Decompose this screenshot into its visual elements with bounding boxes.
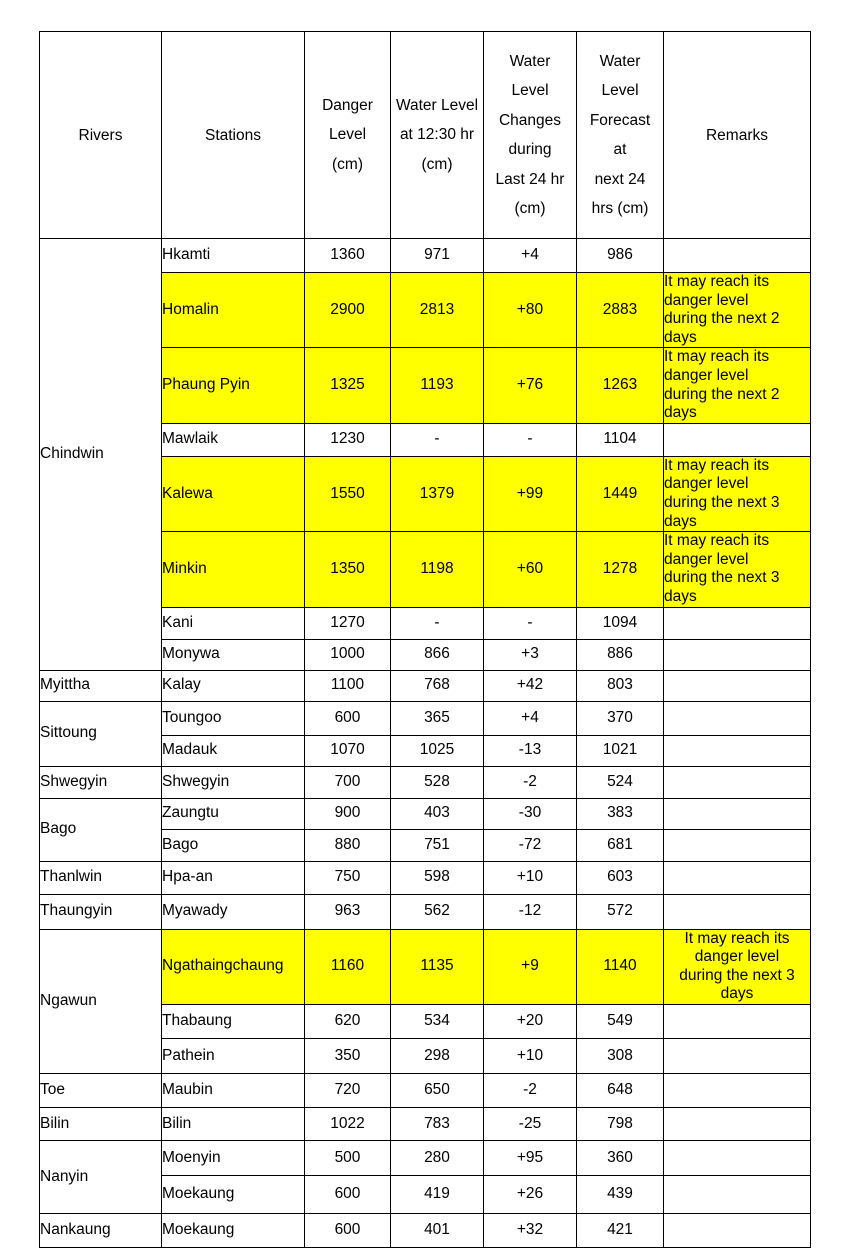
station-cell: Hpa-an	[162, 861, 305, 894]
water-level-cell: 971	[391, 239, 484, 273]
level-change-cell: +80	[484, 273, 577, 348]
station-cell: Moenyin	[162, 1140, 305, 1175]
remark-cell	[664, 735, 811, 766]
header-line: Water	[599, 52, 641, 70]
forecast-cell: 370	[577, 701, 664, 735]
station-cell: Moekaung	[162, 1175, 305, 1213]
header-line: Last 24 hr	[495, 170, 565, 188]
remark-cell	[664, 456, 811, 531]
remark-cell	[664, 829, 811, 861]
header-line: Changes	[498, 111, 562, 129]
river-cell: Thaungyin	[40, 894, 162, 929]
station-cell: Ngathaingchaung	[162, 929, 305, 1004]
danger-level-cell: 700	[305, 766, 391, 798]
table-row	[40, 1213, 811, 1247]
water-level-cell: 403	[391, 798, 484, 829]
table-row	[40, 1107, 811, 1140]
forecast-cell: 439	[577, 1175, 664, 1213]
table-row	[40, 766, 811, 798]
level-change-cell: +32	[484, 1213, 577, 1247]
danger-level-cell: 880	[305, 829, 391, 861]
level-change-cell: +95	[484, 1140, 577, 1175]
danger-level-cell: 1325	[305, 348, 391, 423]
header-line: Water Level	[395, 96, 479, 114]
header-rivers: Rivers	[40, 32, 162, 239]
level-change-cell: +9	[484, 929, 577, 1004]
river-cell: Thanlwin	[40, 861, 162, 894]
river-cell: Toe	[40, 1073, 162, 1107]
river-cell: Ngawun	[40, 929, 162, 1073]
water-level-cell: 401	[391, 1213, 484, 1247]
remark-cell	[664, 239, 811, 273]
river-cell: Shwegyin	[40, 766, 162, 798]
forecast-cell: 681	[577, 829, 664, 861]
level-change-cell: -12	[484, 894, 577, 929]
river-cell: Nanyin	[40, 1140, 162, 1213]
remark-line: during the next 2 days	[664, 385, 780, 422]
forecast-cell: 2883	[577, 273, 664, 348]
station-cell: Mawlaik	[162, 423, 305, 456]
danger-level-cell: 1550	[305, 456, 391, 531]
station-cell: Minkin	[162, 532, 305, 607]
level-change-cell: +60	[484, 532, 577, 607]
river-cell: Nankaung	[40, 1213, 162, 1247]
remark-line: during the next 3 days	[664, 493, 780, 530]
water-level-cell: 2813	[391, 273, 484, 348]
level-change-cell: +76	[484, 348, 577, 423]
level-change-cell: +10	[484, 1038, 577, 1073]
remark-cell	[664, 1107, 811, 1140]
water-level-cell: 1135	[391, 929, 484, 1004]
water-level-cell: 751	[391, 829, 484, 861]
remark-line: during the next 2 days	[664, 310, 780, 346]
remark-cell	[664, 607, 811, 639]
header-line: (cm)	[332, 155, 363, 173]
water-level-cell: 298	[391, 1038, 484, 1073]
level-change-cell: -	[484, 607, 577, 639]
header-line: (cm)	[421, 155, 453, 173]
water-level-cell: -	[391, 423, 484, 456]
level-change-cell: -	[484, 423, 577, 456]
level-change-cell: +99	[484, 456, 577, 531]
danger-level-cell: 600	[305, 1175, 391, 1213]
header-forecast	[577, 32, 664, 239]
danger-level-cell: 1270	[305, 607, 391, 639]
station-cell: Myawady	[162, 894, 305, 929]
danger-level-cell: 500	[305, 1140, 391, 1175]
station-cell: Homalin	[162, 273, 305, 348]
station-cell: Hkamti	[162, 239, 305, 273]
table-row	[40, 894, 811, 929]
water-level-cell: 1193	[391, 348, 484, 423]
remark-cell	[664, 348, 811, 423]
water-level-cell: 866	[391, 639, 484, 670]
water-level-table	[39, 31, 811, 1248]
water-level-cell: 1025	[391, 735, 484, 766]
forecast-cell: 360	[577, 1140, 664, 1175]
danger-level-cell: 1070	[305, 735, 391, 766]
level-change-cell: -72	[484, 829, 577, 861]
station-cell: Pathein	[162, 1038, 305, 1073]
water-level-cell: 650	[391, 1073, 484, 1107]
danger-level-cell: 720	[305, 1073, 391, 1107]
danger-level-cell: 900	[305, 798, 391, 829]
level-change-cell: -2	[484, 766, 577, 798]
remark-cell	[664, 670, 811, 701]
water-level-cell: 768	[391, 670, 484, 701]
river-cell: Bago	[40, 798, 162, 861]
forecast-cell: 986	[577, 239, 664, 273]
remark-line: during the next 3 days	[679, 966, 795, 1003]
table-body	[40, 239, 811, 1248]
station-cell: Madauk	[162, 735, 305, 766]
forecast-cell: 308	[577, 1038, 664, 1073]
station-cell: Bilin	[162, 1107, 305, 1140]
header-line: Level	[328, 126, 367, 144]
forecast-cell: 886	[577, 639, 664, 670]
water-level-cell: 562	[391, 894, 484, 929]
danger-level-cell: 1000	[305, 639, 391, 670]
station-cell: Toungoo	[162, 701, 305, 735]
water-level-cell: 1379	[391, 456, 484, 531]
river-cell: Sittoung	[40, 701, 162, 766]
header-water-level	[391, 32, 484, 239]
remark-cell	[664, 701, 811, 735]
forecast-cell: 603	[577, 861, 664, 894]
danger-level-cell: 2900	[305, 273, 391, 348]
remark-line: during the next 3 days	[664, 569, 780, 605]
danger-level-cell: 600	[305, 1213, 391, 1247]
water-level-cell: 280	[391, 1140, 484, 1175]
remark-cell	[664, 1175, 811, 1213]
water-level-cell: 365	[391, 701, 484, 735]
header-line: hrs (cm)	[591, 200, 649, 217]
remark-cell	[664, 532, 811, 607]
remark-cell	[664, 766, 811, 798]
forecast-cell: 1278	[577, 532, 664, 607]
forecast-cell: 1449	[577, 456, 664, 531]
header-line: Level	[601, 82, 639, 99]
table-row	[40, 701, 811, 735]
header-line: Danger	[322, 96, 373, 114]
header-remarks: Remarks	[664, 32, 811, 239]
remark-cell	[664, 639, 811, 670]
remark-line: It may reach its danger level	[684, 929, 790, 966]
river-cell: Chindwin	[40, 239, 162, 671]
danger-level-cell: 1350	[305, 532, 391, 607]
forecast-cell: 803	[577, 670, 664, 701]
table-row	[40, 861, 811, 894]
level-change-cell: -30	[484, 798, 577, 829]
forecast-cell: 421	[577, 1213, 664, 1247]
danger-level-cell: 1160	[305, 929, 391, 1004]
header-line: Water	[509, 52, 551, 70]
danger-level-cell: 1360	[305, 239, 391, 273]
forecast-cell: 1104	[577, 423, 664, 456]
remark-cell	[664, 423, 811, 456]
remark-cell	[664, 1073, 811, 1107]
station-cell: Zaungtu	[162, 798, 305, 829]
header-danger-level	[305, 32, 391, 239]
header-stations: Stations	[162, 32, 305, 239]
station-cell: Shwegyin	[162, 766, 305, 798]
remark-line: It may reach its danger level	[664, 532, 770, 568]
forecast-cell: 383	[577, 798, 664, 829]
danger-level-cell: 620	[305, 1004, 391, 1038]
level-change-cell: +4	[484, 701, 577, 735]
water-level-cell: 419	[391, 1175, 484, 1213]
table-row	[40, 239, 811, 273]
forecast-cell: 572	[577, 894, 664, 929]
station-cell: Kani	[162, 607, 305, 639]
header-line: at 12:30 hr	[399, 126, 475, 144]
danger-level-cell: 963	[305, 894, 391, 929]
station-cell: Moekaung	[162, 1213, 305, 1247]
remark-cell	[664, 929, 811, 1004]
level-change-cell: -25	[484, 1107, 577, 1140]
level-change-cell: +26	[484, 1175, 577, 1213]
level-change-cell: +20	[484, 1004, 577, 1038]
header-line: Forecast	[589, 111, 651, 129]
station-cell: Maubin	[162, 1073, 305, 1107]
forecast-cell: 1263	[577, 348, 664, 423]
remark-line: It may reach its danger level	[664, 456, 770, 493]
river-cell: Bilin	[40, 1107, 162, 1140]
remark-line: It may reach its danger level	[664, 348, 770, 384]
water-level-cell: 528	[391, 766, 484, 798]
danger-level-cell: 1022	[305, 1107, 391, 1140]
remark-cell	[664, 1038, 811, 1073]
forecast-cell: 1021	[577, 735, 664, 766]
water-level-cell: 598	[391, 861, 484, 894]
remark-cell	[664, 894, 811, 929]
remark-cell	[664, 798, 811, 829]
remark-line: It may reach its danger level	[664, 273, 770, 309]
header-line: during	[508, 141, 552, 158]
level-change-cell: +3	[484, 639, 577, 670]
remark-cell	[664, 861, 811, 894]
forecast-cell: 1094	[577, 607, 664, 639]
station-cell: Bago	[162, 829, 305, 861]
river-cell: Myittha	[40, 670, 162, 701]
level-change-cell: -13	[484, 735, 577, 766]
forecast-cell: 798	[577, 1107, 664, 1140]
remark-cell	[664, 1213, 811, 1247]
danger-level-cell: 600	[305, 701, 391, 735]
level-change-cell: +4	[484, 239, 577, 273]
danger-level-cell: 1100	[305, 670, 391, 701]
danger-level-cell: 750	[305, 861, 391, 894]
forecast-cell: 549	[577, 1004, 664, 1038]
forecast-cell: 524	[577, 766, 664, 798]
station-cell: Kalewa	[162, 456, 305, 531]
header-line: at	[613, 141, 627, 158]
table-row	[40, 929, 811, 1004]
remark-cell	[664, 1004, 811, 1038]
table-row	[40, 1140, 811, 1175]
header-line: next 24	[594, 170, 646, 188]
water-level-cell: 783	[391, 1107, 484, 1140]
level-change-cell: +10	[484, 861, 577, 894]
table-row	[40, 1073, 811, 1107]
header-level-changes	[484, 32, 577, 239]
danger-level-cell: 1230	[305, 423, 391, 456]
header-line: (cm)	[514, 200, 546, 217]
danger-level-cell: 350	[305, 1038, 391, 1073]
table-row	[40, 670, 811, 701]
remark-cell	[664, 1140, 811, 1175]
header-line: Level	[511, 82, 549, 99]
station-cell: Thabaung	[162, 1004, 305, 1038]
table-row	[40, 798, 811, 829]
level-change-cell: +42	[484, 670, 577, 701]
water-level-cell: -	[391, 607, 484, 639]
level-change-cell: -2	[484, 1073, 577, 1107]
remark-cell	[664, 273, 811, 348]
forecast-cell: 648	[577, 1073, 664, 1107]
station-cell: Phaung Pyin	[162, 348, 305, 423]
header-row	[40, 32, 811, 239]
station-cell: Monywa	[162, 639, 305, 670]
water-level-cell: 1198	[391, 532, 484, 607]
water-level-cell: 534	[391, 1004, 484, 1038]
station-cell: Kalay	[162, 670, 305, 701]
forecast-cell: 1140	[577, 929, 664, 1004]
